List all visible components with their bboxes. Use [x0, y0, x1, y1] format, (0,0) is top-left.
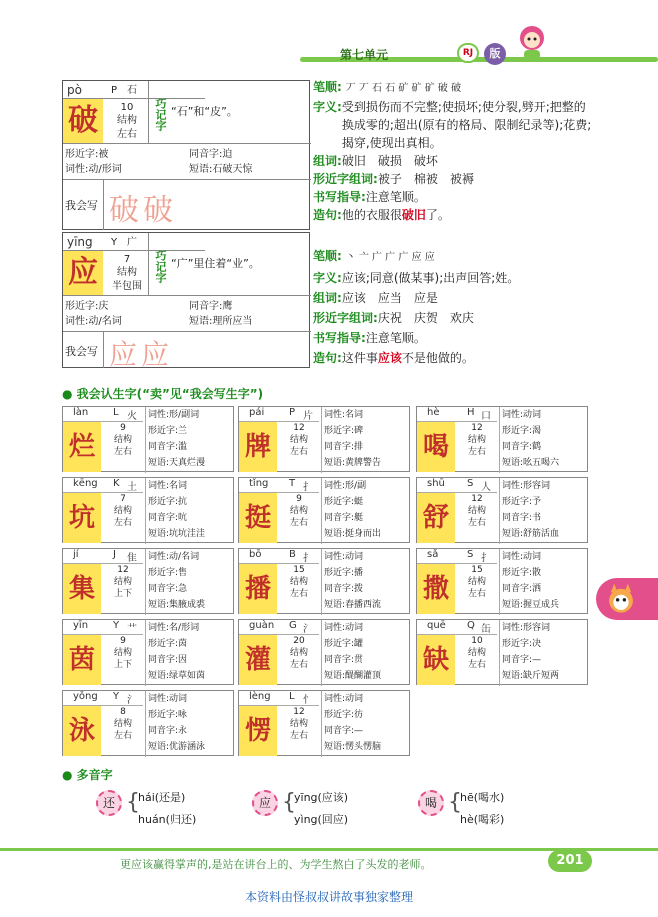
similar-label: 形近字组词:: [313, 311, 378, 325]
phrase: 短语:醍醐灌顶: [324, 671, 382, 681]
reading-b: yìng(回应): [294, 813, 349, 826]
part-of-speech: 词性:形/副: [324, 481, 367, 491]
index-letter: P: [111, 85, 118, 96]
structure-label: 结构: [289, 506, 308, 516]
recognize-char: 撒: [417, 564, 455, 614]
radical: 土: [127, 482, 137, 493]
part-of-speech: 词性:动词: [502, 552, 542, 562]
recognize-meta: [457, 635, 497, 685]
reading-b: hè(喝彩): [460, 813, 505, 826]
recognize-char: 集: [63, 564, 101, 614]
brace: {: [448, 790, 462, 815]
structure-value: 左右: [467, 447, 486, 457]
part-of-speech: 词性:动/名词: [65, 316, 122, 327]
radical: 石: [127, 85, 137, 96]
phrase: 短语:理所应当: [189, 316, 253, 327]
radical: 片: [303, 411, 313, 422]
stroke-count: 9: [296, 494, 302, 504]
recognize-card: [238, 477, 410, 543]
recognize-info: [321, 478, 411, 544]
radical: 扌: [303, 553, 313, 564]
recognize-pinyin-row: [417, 478, 497, 493]
pinyin: tǐng: [249, 478, 269, 489]
recognize-meta: [103, 635, 143, 685]
recognize-char: 牌: [239, 422, 277, 472]
structure-label: 结构: [289, 719, 308, 729]
index-letter: H: [467, 407, 475, 418]
structure-value: 左右: [289, 589, 308, 599]
brace: {: [282, 790, 296, 815]
structure-label: 结构: [289, 435, 308, 445]
part-of-speech: 词性:名词: [148, 481, 188, 491]
big-char: 应: [63, 251, 103, 295]
stroke-count: 15: [293, 565, 305, 575]
part-of-speech: 词性:名词: [324, 410, 364, 420]
homophone: 同音字:鹤: [502, 442, 542, 452]
reading-a: hē(喝水): [460, 791, 505, 804]
index-letter: Y: [111, 237, 118, 248]
similar-words: 被子 棉被 被褥: [377, 172, 474, 186]
homophone: 同音字:洒: [502, 584, 542, 594]
structure-value: 半包围: [112, 281, 142, 292]
recognize-char: 灌: [239, 635, 277, 685]
form-similar: 形近字:渴: [502, 426, 542, 436]
homophone: 同音字:拨: [324, 584, 364, 594]
polyphone-char: 还: [96, 790, 122, 816]
form-similar: 形近字:散: [502, 568, 542, 578]
recognize-char: 坑: [63, 493, 101, 543]
recognize-info: [145, 549, 235, 615]
pinyin: hè: [427, 407, 440, 418]
recognize-meta: [103, 422, 143, 472]
structure-value: 左右: [289, 447, 308, 457]
recognize-info: [499, 620, 589, 686]
recognize-pinyin-row: [239, 549, 319, 564]
index-letter: J: [113, 549, 116, 560]
pinyin: bō: [249, 549, 262, 560]
recognize-char: 舒: [417, 493, 455, 543]
recognize-card: [416, 406, 588, 472]
recognize-pinyin-row: [63, 478, 143, 493]
homophone: 同音字:鹰: [189, 301, 233, 312]
structure-value: 左右: [289, 518, 308, 528]
stroke-count: 9: [120, 423, 126, 433]
recognize-info: [145, 620, 235, 686]
index-letter: B: [289, 549, 296, 560]
index-letter: Q: [467, 620, 475, 631]
write-practice: 应应: [109, 338, 174, 371]
radical: 氵: [127, 695, 137, 706]
recognize-meta: [279, 706, 319, 756]
stroke-count: 7: [120, 494, 126, 504]
recognize-meta: [457, 493, 497, 543]
pinyin: yīng: [67, 235, 93, 249]
recognize-pinyin-row: [239, 620, 319, 635]
phrase: 短语:黄牌警告: [324, 458, 382, 468]
recognize-meta: [457, 422, 497, 472]
index-letter: K: [113, 478, 120, 489]
recognize-meta: [279, 422, 319, 472]
rj-badge: RJ: [457, 43, 479, 63]
phrase: 短语:集腋成裘: [148, 600, 206, 610]
recognize-card: [416, 619, 588, 685]
recognize-card: [62, 619, 234, 685]
recognize-pinyin-row: [417, 620, 497, 635]
recognize-pinyin-row: [239, 691, 319, 706]
recognize-info: [145, 691, 235, 757]
part-of-speech: 词性:形容词: [502, 481, 551, 491]
radical: 人: [481, 482, 491, 493]
homophone: 同音字:因: [148, 655, 188, 665]
sentence-post: 不是他做的。: [401, 351, 474, 365]
group-label: 组词:: [313, 291, 342, 305]
write-label: 我会写: [65, 199, 98, 212]
meaning-label: 字义:: [313, 100, 342, 114]
structure-value: 上下: [113, 660, 132, 670]
radical: 扌: [481, 553, 491, 564]
recognize-pinyin-row: [239, 407, 319, 422]
recognize-pinyin-row: [63, 620, 143, 635]
part-of-speech: 词性:动词: [324, 623, 364, 633]
part-of-speech: 词性:动/名词: [148, 552, 200, 562]
structure-label: 结构: [467, 506, 486, 516]
footer-quote: 更应该赢得掌声的,是站在讲台上的、为学生熬白了头发的老师。: [120, 858, 432, 871]
form-similar: 形近字:咏: [148, 710, 188, 720]
section-title-duoyin: ● 多音字: [62, 768, 113, 782]
stroke-count: 15: [471, 565, 483, 575]
recognize-meta: [279, 493, 319, 543]
brace: {: [126, 790, 140, 815]
recognize-char: 挺: [239, 493, 277, 543]
meaning-label: 字义:: [313, 271, 342, 285]
word-group: 应该 应当 应是: [341, 291, 438, 305]
recognize-card: [416, 477, 588, 543]
part-of-speech: 词性:动词: [502, 410, 542, 420]
radical: 氵: [303, 624, 313, 635]
recognize-info: [145, 407, 235, 473]
form-similar: 形近字:兰: [148, 426, 188, 436]
part-of-speech: 词性:动/形词: [65, 164, 122, 175]
write-label: 我会写: [65, 345, 98, 358]
pinyin: yǒng: [73, 691, 98, 702]
recognize-meta: [279, 635, 319, 685]
entry-detail-ying: [313, 246, 595, 368]
radical: 缶: [481, 624, 491, 635]
pinyin: kēng: [73, 478, 98, 489]
radical: 口: [481, 411, 491, 422]
phrase: 短语:舒筋活血: [502, 529, 560, 539]
recognize-pinyin-row: [63, 407, 143, 422]
recognize-pinyin-row: [417, 407, 497, 422]
qiaoji-label: 巧记字: [154, 249, 167, 283]
sentence-highlight: 破旧: [401, 208, 426, 222]
recognize-card: [238, 690, 410, 756]
form-similar: 形近字:庆: [65, 301, 109, 312]
stroke-count: 7: [123, 254, 131, 265]
radical: 隹: [127, 553, 137, 564]
guide-label: 书写指导:: [313, 190, 366, 204]
pinyin: shū: [427, 478, 445, 489]
structure-label: 结构: [113, 435, 132, 445]
sentence-pre: 他的衣服很: [341, 208, 402, 222]
recognize-info: [321, 549, 411, 615]
form-similar: 形近字:蜓: [324, 497, 364, 507]
pinyin: sǎ: [427, 549, 439, 560]
stroke-count: 12: [471, 494, 483, 504]
polyphone-char: 应: [252, 790, 278, 816]
structure-value: 左右: [467, 518, 486, 528]
phrase: 短语:绿草如茵: [148, 671, 206, 681]
ban-badge: 版: [484, 43, 506, 65]
radical: 忄: [303, 695, 313, 706]
writing-guide: 注意笔顺。: [365, 190, 426, 204]
sentence-pre: 这件事: [341, 351, 378, 365]
group-label: 组词:: [313, 154, 342, 168]
structure-label: 结构: [113, 719, 132, 729]
homophone: 同音字:迫: [189, 149, 233, 160]
recognize-card: [62, 548, 234, 614]
pinyin: quē: [427, 620, 446, 631]
recognize-char: 播: [239, 564, 277, 614]
stroke-count: 20: [293, 636, 305, 646]
entry-card-po: [62, 80, 310, 230]
entry-card-ying: [62, 232, 310, 371]
recognize-char: 愣: [239, 706, 277, 756]
radical: 火: [127, 411, 137, 422]
phrase: 短语:愣头愣脑: [324, 742, 382, 752]
recognize-card: [416, 548, 588, 614]
section-title-recognize: ● 我会认生字(“卖”见“我会写生字”): [62, 387, 264, 401]
structure-value: 左右: [467, 589, 486, 599]
recognize-info: [499, 407, 589, 473]
radical: 扌: [303, 482, 313, 493]
phrase: 短语:坑坑洼洼: [148, 529, 206, 539]
phrase: 短语:春播西流: [324, 600, 382, 610]
bottom-note: 本资料由怪叔叔讲故事独家整理: [244, 890, 413, 904]
recognize-pinyin-row: [239, 478, 319, 493]
homophone: 同音字:艇: [324, 513, 364, 523]
recognize-meta: [103, 706, 143, 756]
homophone: 同音字:贯: [324, 655, 364, 665]
recognize-meta: [103, 493, 143, 543]
write-practice: 破破: [109, 193, 177, 228]
pinyin: pái: [249, 407, 265, 418]
similar-label: 形近字组词:: [313, 172, 378, 186]
reading-a: yīng(应该): [294, 791, 349, 804]
pinyin: làn: [73, 407, 89, 418]
form-similar: 形近字:予: [502, 497, 542, 507]
stroke-count: 10: [471, 636, 483, 646]
phrase: 短语:天真烂漫: [148, 458, 206, 468]
structure-label: 结构: [467, 577, 486, 587]
structure-label: 结构: [113, 506, 132, 516]
recognize-char: 茵: [63, 635, 101, 685]
form-similar: 形近字:售: [148, 568, 188, 578]
homophone: 同音字:—: [502, 655, 542, 665]
word-group: 破旧 破损 破坏: [341, 154, 438, 168]
qiaoji-text: “广”里住着“业”。: [171, 257, 260, 270]
structure-value: 左右: [117, 129, 137, 140]
recognize-meta: [457, 564, 497, 614]
part-of-speech: 词性:形/副词: [148, 410, 200, 420]
structure-value: 上下: [113, 589, 132, 599]
form-similar: 形近字:抗: [148, 497, 188, 507]
qiaoji-text: “石”和“皮”。: [171, 105, 238, 118]
part-of-speech: 词性:动词: [148, 694, 188, 704]
recognize-char: 泳: [63, 706, 101, 756]
radical: 艹: [127, 624, 137, 635]
index-letter: P: [289, 407, 296, 418]
meaning: 应该;同意(做某事);出声回答;姓。: [341, 271, 520, 285]
recognize-info: [321, 620, 411, 686]
recognize-info: [499, 549, 589, 615]
homophone: 同音字:书: [502, 513, 542, 523]
structure-value: 左右: [467, 660, 486, 670]
stroke-order: 丶 亠 广 广 广 应 应: [345, 252, 435, 263]
structure-value: 左右: [289, 731, 308, 741]
reading-b: huán(归还): [138, 813, 197, 826]
reading-a: hái(还是): [138, 791, 186, 804]
stroke-count: 12: [293, 707, 305, 717]
index-letter: Y: [113, 620, 120, 631]
phrase: 短语:挺身而出: [324, 529, 382, 539]
recognize-card: [62, 477, 234, 543]
pinyin: guàn: [249, 620, 275, 631]
entry-detail-po: [313, 78, 595, 224]
index-letter: S: [467, 549, 474, 560]
part-of-speech: 词性:形容词: [502, 623, 551, 633]
writing-guide: 注意笔顺。: [365, 331, 426, 345]
cat-face-icon: [604, 582, 638, 616]
side-tab-mascot: [596, 578, 658, 620]
homophone: 同音字:急: [148, 584, 188, 594]
phrase: 短语:缺斤短两: [502, 671, 560, 681]
structure-label: 结构: [467, 648, 486, 658]
stroke-count: 12: [293, 423, 305, 433]
qiaoji-label: 巧记字: [154, 97, 167, 131]
homophone: 同音字:—: [324, 726, 364, 736]
recognize-pinyin-row: [63, 549, 143, 564]
recognize-card: [238, 619, 410, 685]
phrase: 短语:石破天惊: [189, 164, 253, 175]
pinyin: yīn: [73, 620, 89, 631]
form-similar: 形近字:播: [324, 568, 364, 578]
pinyin: lèng: [249, 691, 271, 702]
page-number: 201: [548, 850, 592, 872]
stroke-count: 8: [120, 707, 126, 717]
homophone: 同音字:吭: [148, 513, 188, 523]
structure-label: 结构: [117, 267, 137, 278]
structure-value: 左右: [113, 731, 132, 741]
unit-label: 第七单元: [340, 48, 389, 62]
recognize-card: [238, 406, 410, 472]
part-of-speech: 词性:动词: [324, 552, 364, 562]
structure-value: 左右: [113, 518, 132, 528]
stroke-order: 丆 丆 石 石 矿 矿 矿 破 破: [345, 83, 462, 94]
recognize-info: [321, 691, 411, 757]
recognize-char: 喝: [417, 422, 455, 472]
structure-label: 结构: [289, 577, 308, 587]
polyphone-char: 喝: [418, 790, 444, 816]
sentence-label: 造句:: [313, 208, 342, 222]
radical: 广: [127, 237, 137, 248]
stroke-count: 12: [117, 565, 129, 575]
structure-label: 结构: [467, 435, 486, 445]
recognize-meta: [103, 564, 143, 614]
recognize-card: [62, 690, 234, 756]
recognize-info: [321, 407, 411, 473]
index-letter: T: [289, 478, 296, 489]
meaning: 受到损伤而不完整;使损坏;使分裂,劈开;把整的换成零的;超出(原有的格局、限制纪录等);花费;揭穿,使现出真相。: [341, 100, 592, 150]
index-letter: S: [467, 478, 474, 489]
recognize-info: [499, 478, 589, 544]
sentence-highlight: 应该: [377, 351, 402, 365]
structure-label: 结构: [289, 648, 308, 658]
order-label: 笔顺:: [313, 249, 342, 263]
recognize-char: 烂: [63, 422, 101, 472]
sentence-label: 造句:: [313, 351, 342, 365]
recognize-pinyin-row: [63, 691, 143, 706]
big-char: 破: [63, 99, 103, 143]
homophone: 同音字:排: [324, 442, 364, 452]
form-similar: 形近字:彷: [324, 710, 364, 720]
stroke-count: 10: [120, 102, 134, 113]
recognize-meta: [279, 564, 319, 614]
recognize-info: [145, 478, 235, 544]
similar-words: 庆祝 庆贺 欢庆: [377, 311, 474, 325]
order-label: 笔顺:: [313, 80, 342, 94]
stroke-count: 9: [120, 636, 126, 646]
guide-label: 书写指导:: [313, 331, 366, 345]
homophone: 同音字:滥: [148, 442, 188, 452]
recognize-card: [238, 548, 410, 614]
part-of-speech: 词性:动词: [324, 694, 364, 704]
sentence-post: 了。: [425, 208, 450, 222]
index-letter: G: [289, 620, 297, 631]
stroke-count: 12: [471, 423, 483, 433]
form-similar: 形近字:被: [65, 149, 109, 160]
phrase: 短语:吆五喝六: [502, 458, 560, 468]
structure-label: 结构: [117, 115, 137, 126]
form-similar: 形近字:罐: [324, 639, 364, 649]
recognize-pinyin-row: [417, 549, 497, 564]
part-of-speech: 词性:名/形词: [148, 623, 200, 633]
phrase: 短语:优游涵泳: [148, 742, 206, 752]
form-similar: 形近字:决: [502, 639, 542, 649]
form-similar: 形近字:茵: [148, 639, 188, 649]
index-letter: L: [113, 407, 119, 418]
pinyin: jí: [73, 549, 79, 560]
mascot-icon: [508, 20, 556, 64]
homophone: 同音字:永: [148, 726, 188, 736]
pinyin: pò: [67, 83, 82, 97]
form-similar: 形近字:碑: [324, 426, 364, 436]
structure-value: 左右: [289, 660, 308, 670]
recognize-card: [62, 406, 234, 472]
index-letter: Y: [113, 691, 120, 702]
structure-value: 左右: [113, 447, 132, 457]
structure-label: 结构: [113, 577, 132, 587]
phrase: 短语:握豆成兵: [502, 600, 560, 610]
recognize-char: 缺: [417, 635, 455, 685]
structure-label: 结构: [113, 648, 132, 658]
index-letter: L: [289, 691, 295, 702]
